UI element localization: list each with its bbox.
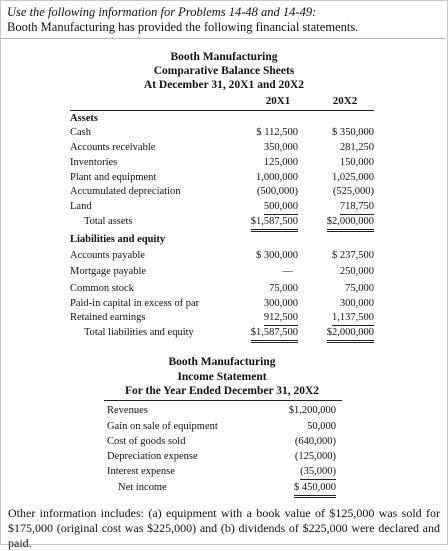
is-period: For the Year Ended December 31, 20X2 (124, 385, 320, 397)
bs-value-20x2: 1,025,000 (332, 172, 374, 183)
is-company: Booth Manufacturing (168, 356, 276, 368)
bs-row-label: Liabilities and equity (70, 234, 166, 245)
bs-value-20x2: $ 350,000 (332, 127, 374, 138)
bs-value-20x2: 718,750 (340, 200, 374, 215)
bs-row (0, 282, 448, 296)
bs-value-20x2: 281,250 (339, 142, 374, 153)
bs-row-label: Accumulated depreciation (70, 186, 181, 197)
bs-row (0, 233, 448, 247)
is-title: Income Statement (177, 371, 267, 383)
bs-header-rule (70, 110, 374, 111)
bs-row (0, 265, 448, 279)
bs-row (0, 200, 448, 214)
intro-divider (0, 38, 446, 39)
bs-row (0, 112, 448, 126)
is-row-value: (125,000) (294, 451, 336, 462)
intro-text: Booth Manufacturing has provided the following financial statements. (7, 20, 359, 34)
bs-row (0, 156, 448, 170)
bs-value-20x1: $ 300,000 (256, 250, 298, 261)
bs-row-label: Cash (70, 127, 91, 138)
bs-value-20x1: 300,000 (263, 298, 298, 309)
bs-value-20x1: 75,000 (269, 283, 298, 294)
bs-value-20x2: 75,000 (345, 283, 374, 294)
bs-value-20x2: $ 237,500 (332, 250, 374, 261)
is-row (0, 403, 448, 418)
bs-row-label: Assets (70, 113, 98, 124)
is-header-rule (104, 400, 342, 401)
is-row-value: $1,200,000 (288, 405, 336, 416)
is-row (0, 464, 448, 479)
bs-row (0, 326, 448, 340)
bs-value-20x1: 125,000 (263, 157, 298, 168)
bs-col-20x1: 20X1 (265, 95, 291, 107)
bs-row (0, 126, 448, 140)
bs-value-20x1: 500,000 (264, 200, 298, 215)
bs-total-20x2: $2,000,000 (327, 326, 374, 343)
bs-value-20x2: 150,000 (339, 157, 374, 168)
is-row-label: Net income (118, 482, 167, 493)
bs-row-label: Land (70, 201, 92, 212)
bs-date: At December 31, 20X1 and 20X2 (143, 79, 305, 91)
problem-reference: Use the following information for Problems 14-48 and 14-49: (7, 5, 317, 19)
bs-row-label: Retained earnings (70, 312, 146, 323)
bs-row (0, 249, 448, 263)
bs-row (0, 185, 448, 199)
bs-value-20x1: (500,000) (256, 186, 298, 197)
is-row (0, 449, 448, 464)
bs-row-label: Mortgage payable (70, 266, 147, 277)
is-row (0, 480, 448, 495)
bs-value-20x1: $ 112,500 (256, 127, 298, 138)
is-row-label: Gain on sale of equipment (107, 421, 218, 432)
is-row (0, 419, 448, 434)
bs-row-label: Total assets (84, 216, 133, 227)
is-row-label: Revenues (107, 405, 148, 416)
bs-row-label: Common stock (70, 283, 134, 294)
bs-row-label: Paid-in capital in excess of par (70, 298, 200, 309)
bs-total-20x2: $2,000,000 (327, 215, 374, 232)
bs-value-20x1: 350,000 (263, 142, 298, 153)
is-row-value: (640,000) (294, 436, 336, 447)
bs-total-20x1: $1,587,500 (251, 215, 298, 232)
bs-row-label: Accounts receivable (70, 142, 156, 153)
bs-value-20x1: 1,000,000 (256, 172, 298, 183)
bs-value-20x2: 300,000 (339, 298, 374, 309)
bs-title: Comparative Balance Sheets (153, 65, 295, 77)
bs-company: Booth Manufacturing (170, 51, 278, 63)
bs-row (0, 215, 448, 229)
bs-row (0, 141, 448, 155)
is-row (0, 434, 448, 449)
other-information: Other information includes: (a) equipment with a book value of $125,000 was sold for $175,000 (original cost was $225,000) and (b) dividends of $225,000 were declared and paid. (8, 506, 440, 550)
is-row-value: (35,000) (300, 464, 336, 480)
is-row-label: Interest expense (107, 466, 175, 477)
bs-value-20x2: 250,000 (339, 266, 374, 277)
bs-value-20x2: 1,137,500 (332, 311, 374, 326)
bs-value-20x1: 912,500 (264, 311, 298, 326)
bs-col-20x2: 20X2 (332, 95, 358, 107)
bs-total-20x1: $1,587,500 (251, 326, 298, 343)
bs-row-label: Plant and equipment (70, 172, 157, 183)
is-row-label: Depreciation expense (107, 451, 198, 462)
bs-value-20x2: (525,000) (332, 186, 374, 197)
bs-row-label: Total liabilities and equity (84, 327, 194, 338)
bs-row (0, 297, 448, 311)
bs-row-label: Inventories (70, 157, 118, 168)
is-row-label: Cost of goods sold (107, 436, 186, 447)
bs-row (0, 171, 448, 185)
is-row-value: 50,000 (307, 421, 336, 432)
is-net-income: $ 450,000 (294, 480, 336, 498)
bs-row-label: Accounts payable (70, 250, 145, 261)
bs-row (0, 311, 448, 325)
bs-value-20x1: — (282, 266, 293, 277)
